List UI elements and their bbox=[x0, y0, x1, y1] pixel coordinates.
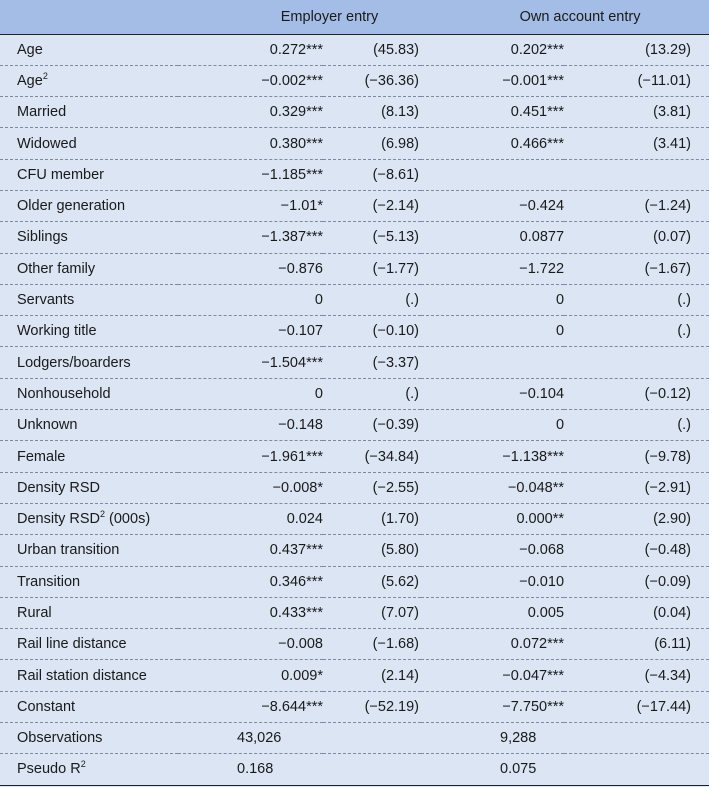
own-account-t-stat: (−9.78) bbox=[564, 441, 709, 472]
own-account-coefficient: −1.722 bbox=[421, 253, 564, 284]
table-row bbox=[0, 629, 709, 660]
own-account-summary-value: 9,288 bbox=[421, 723, 564, 754]
table-row bbox=[0, 128, 709, 159]
own-account-t-stat: (.) bbox=[564, 410, 709, 441]
empty-cell bbox=[564, 723, 709, 754]
employer-coefficient: 0 bbox=[178, 378, 323, 409]
table-row bbox=[0, 159, 709, 190]
table-row bbox=[0, 97, 709, 128]
row-label: Married bbox=[0, 97, 178, 128]
row-label: Female bbox=[0, 441, 178, 472]
employer-t-stat: (.) bbox=[323, 284, 421, 315]
own-account-t-stat bbox=[564, 347, 709, 378]
own-account-coefficient bbox=[421, 347, 564, 378]
employer-t-stat: (−52.19) bbox=[323, 691, 421, 722]
own-account-t-stat: (0.04) bbox=[564, 597, 709, 628]
table-row bbox=[0, 597, 709, 628]
own-account-t-stat bbox=[564, 159, 709, 190]
row-label: Servants bbox=[0, 284, 178, 315]
own-account-coefficient: 0 bbox=[421, 410, 564, 441]
own-account-coefficient: −0.048** bbox=[421, 472, 564, 503]
header-employer-entry: Employer entry bbox=[178, 0, 421, 34]
row-label: Rail line distance bbox=[0, 629, 178, 660]
employer-coefficient: −0.876 bbox=[178, 253, 323, 284]
own-account-coefficient: 0.202*** bbox=[421, 34, 564, 65]
own-account-coefficient: −0.424 bbox=[421, 190, 564, 221]
row-label: Unknown bbox=[0, 410, 178, 441]
employer-t-stat: (1.70) bbox=[323, 503, 421, 534]
row-label: Working title bbox=[0, 316, 178, 347]
employer-t-stat: (−3.37) bbox=[323, 347, 421, 378]
own-account-coefficient: −0.010 bbox=[421, 566, 564, 597]
employer-coefficient: 0.437*** bbox=[178, 535, 323, 566]
row-label: Density RSD bbox=[0, 472, 178, 503]
own-account-coefficient: −7.750*** bbox=[421, 691, 564, 722]
employer-coefficient: −0.148 bbox=[178, 410, 323, 441]
own-account-coefficient: 0 bbox=[421, 284, 564, 315]
employer-summary-value: 0.168 bbox=[178, 754, 323, 785]
employer-coefficient: 0.380*** bbox=[178, 128, 323, 159]
row-label: Siblings bbox=[0, 222, 178, 253]
row-label: Other family bbox=[0, 253, 178, 284]
own-account-coefficient: 0.451*** bbox=[421, 97, 564, 128]
own-account-coefficient: 0.000** bbox=[421, 503, 564, 534]
table-row bbox=[0, 691, 709, 722]
employer-t-stat: (−1.77) bbox=[323, 253, 421, 284]
row-label: Constant bbox=[0, 691, 178, 722]
employer-coefficient: 0.433*** bbox=[178, 597, 323, 628]
header-variable bbox=[0, 0, 178, 34]
employer-t-stat: (2.14) bbox=[323, 660, 421, 691]
employer-summary-value: 43,026 bbox=[178, 723, 323, 754]
table-row bbox=[0, 222, 709, 253]
own-account-t-stat: (13.29) bbox=[564, 34, 709, 65]
own-account-t-stat: (0.07) bbox=[564, 222, 709, 253]
row-label: Density RSD$^2$ (000s) bbox=[0, 503, 178, 534]
summary-label: Observations bbox=[0, 723, 178, 754]
row-label: CFU member bbox=[0, 159, 178, 190]
empty-cell bbox=[323, 754, 421, 785]
table-header-row bbox=[0, 0, 709, 34]
own-account-t-stat: (.) bbox=[564, 284, 709, 315]
table-row bbox=[0, 472, 709, 503]
employer-coefficient: 0.272*** bbox=[178, 34, 323, 65]
table-row bbox=[0, 284, 709, 315]
employer-t-stat: (−5.13) bbox=[323, 222, 421, 253]
table-row bbox=[0, 65, 709, 96]
table-row bbox=[0, 190, 709, 221]
own-account-coefficient: 0.0877 bbox=[421, 222, 564, 253]
own-account-coefficient: 0.072*** bbox=[421, 629, 564, 660]
own-account-t-stat: (−1.24) bbox=[564, 190, 709, 221]
employer-coefficient: −1.387*** bbox=[178, 222, 323, 253]
own-account-coefficient: −1.138*** bbox=[421, 441, 564, 472]
own-account-t-stat: (−0.09) bbox=[564, 566, 709, 597]
employer-t-stat: (−0.10) bbox=[323, 316, 421, 347]
row-label: Age bbox=[0, 34, 178, 65]
employer-coefficient: −0.008* bbox=[178, 472, 323, 503]
employer-t-stat: (45.83) bbox=[323, 34, 421, 65]
own-account-t-stat: (−11.01) bbox=[564, 65, 709, 96]
empty-cell bbox=[323, 723, 421, 754]
row-label: Rail station distance bbox=[0, 660, 178, 691]
employer-coefficient: 0.329*** bbox=[178, 97, 323, 128]
own-account-t-stat: (−4.34) bbox=[564, 660, 709, 691]
row-label: Older generation bbox=[0, 190, 178, 221]
table-body bbox=[0, 34, 709, 785]
employer-t-stat: (.) bbox=[323, 378, 421, 409]
own-account-coefficient: −0.001*** bbox=[421, 65, 564, 96]
table-row bbox=[0, 347, 709, 378]
employer-coefficient: −1.01* bbox=[178, 190, 323, 221]
own-account-t-stat: (−0.12) bbox=[564, 378, 709, 409]
employer-coefficient: −1.504*** bbox=[178, 347, 323, 378]
employer-t-stat: (−1.68) bbox=[323, 629, 421, 660]
employer-t-stat: (−2.14) bbox=[323, 190, 421, 221]
own-account-t-stat: (3.41) bbox=[564, 128, 709, 159]
table-row bbox=[0, 441, 709, 472]
table-row bbox=[0, 378, 709, 409]
summary-label: Pseudo $R^2$ bbox=[0, 754, 178, 785]
summary-row bbox=[0, 754, 709, 785]
employer-t-stat: (7.07) bbox=[323, 597, 421, 628]
employer-t-stat: (−8.61) bbox=[323, 159, 421, 190]
employer-t-stat: (−34.84) bbox=[323, 441, 421, 472]
row-label: Nonhousehold bbox=[0, 378, 178, 409]
row-label: Urban transition bbox=[0, 535, 178, 566]
own-account-t-stat: (−2.91) bbox=[564, 472, 709, 503]
own-account-t-stat: (−1.67) bbox=[564, 253, 709, 284]
employer-coefficient: −0.002*** bbox=[178, 65, 323, 96]
own-account-t-stat: (−0.48) bbox=[564, 535, 709, 566]
header-own-account-entry: Own account entry bbox=[421, 0, 709, 34]
own-account-coefficient: 0 bbox=[421, 316, 564, 347]
own-account-coefficient: −0.068 bbox=[421, 535, 564, 566]
row-label: Rural bbox=[0, 597, 178, 628]
table-row bbox=[0, 253, 709, 284]
own-account-summary-value: 0.075 bbox=[421, 754, 564, 785]
table-row bbox=[0, 503, 709, 534]
own-account-t-stat: (2.90) bbox=[564, 503, 709, 534]
row-label: Lodgers/boarders bbox=[0, 347, 178, 378]
employer-coefficient: −0.008 bbox=[178, 629, 323, 660]
employer-coefficient: −1.961*** bbox=[178, 441, 323, 472]
own-account-t-stat: (.) bbox=[564, 316, 709, 347]
employer-coefficient: −8.644*** bbox=[178, 691, 323, 722]
own-account-coefficient bbox=[421, 159, 564, 190]
employer-coefficient: 0 bbox=[178, 284, 323, 315]
own-account-coefficient: −0.047*** bbox=[421, 660, 564, 691]
employer-coefficient: −1.185*** bbox=[178, 159, 323, 190]
table-row bbox=[0, 535, 709, 566]
own-account-coefficient: −0.104 bbox=[421, 378, 564, 409]
employer-coefficient: 0.009* bbox=[178, 660, 323, 691]
own-account-t-stat: (3.81) bbox=[564, 97, 709, 128]
empty-cell bbox=[564, 754, 709, 785]
employer-t-stat: (5.80) bbox=[323, 535, 421, 566]
employer-t-stat: (−0.39) bbox=[323, 410, 421, 441]
employer-t-stat: (−2.55) bbox=[323, 472, 421, 503]
employer-coefficient: 0.024 bbox=[178, 503, 323, 534]
employer-coefficient: 0.346*** bbox=[178, 566, 323, 597]
employer-t-stat: (5.62) bbox=[323, 566, 421, 597]
table-row bbox=[0, 34, 709, 65]
row-label: Age$^2$ bbox=[0, 65, 178, 96]
employer-t-stat: (8.13) bbox=[323, 97, 421, 128]
own-account-coefficient: 0.005 bbox=[421, 597, 564, 628]
own-account-coefficient: 0.466*** bbox=[421, 128, 564, 159]
table-row bbox=[0, 410, 709, 441]
own-account-t-stat: (−17.44) bbox=[564, 691, 709, 722]
table-row bbox=[0, 566, 709, 597]
table-row bbox=[0, 660, 709, 691]
employer-t-stat: (6.98) bbox=[323, 128, 421, 159]
summary-row bbox=[0, 723, 709, 754]
table-row bbox=[0, 316, 709, 347]
row-label: Transition bbox=[0, 566, 178, 597]
employer-t-stat: (−36.36) bbox=[323, 65, 421, 96]
employer-coefficient: −0.107 bbox=[178, 316, 323, 347]
own-account-t-stat: (6.11) bbox=[564, 629, 709, 660]
row-label: Widowed bbox=[0, 128, 178, 159]
